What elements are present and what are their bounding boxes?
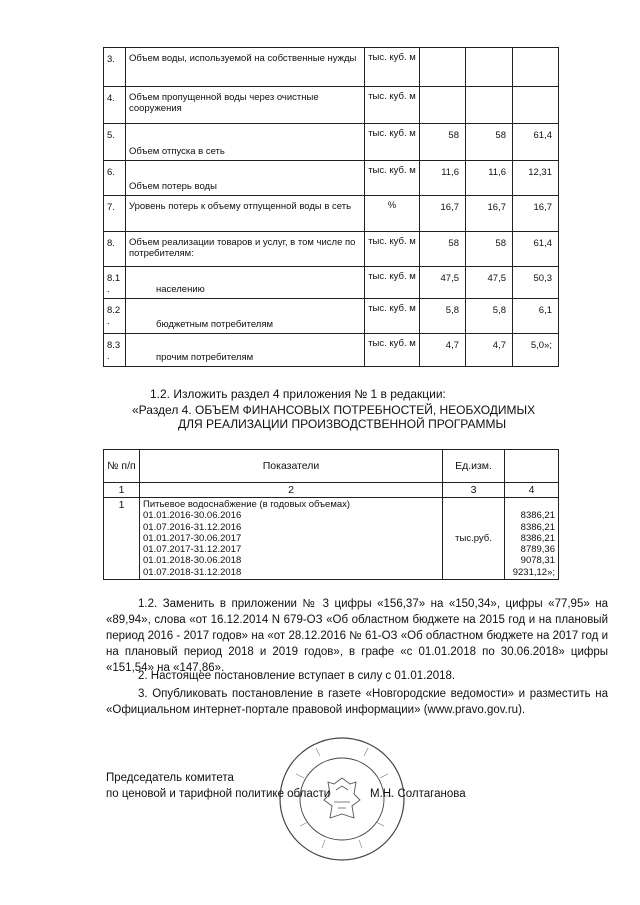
value-item: 8386,21 [520,532,555,544]
indicator-name: населению [126,267,365,299]
index-4: 4 [505,483,559,498]
table-row [104,87,559,124]
unit-of-measure: тыс. куб. м [365,124,420,161]
period-item: 01.07.2016-31.12.2016 [143,521,242,533]
value-period-1: 4,7 [420,334,466,367]
header-indicators: Показатели [140,450,443,483]
section-title-line2: ДЛЯ РЕАЛИЗАЦИИ ПРОИЗВОДСТВЕННОЙ ПРОГРАММЫ [178,417,507,431]
value-period-2: 58 [466,124,513,161]
period-list [143,510,439,578]
value-period-3: 50,3 [513,267,559,299]
table-row [104,48,559,87]
value-period-3: 6,1 [513,299,559,334]
unit-of-measure: тыс. куб. м [365,232,420,267]
period-item: 01.01.2018-30.06.2018 [143,555,242,567]
index-2: 2 [140,483,443,498]
table-row [104,299,559,334]
value-period-3 [513,87,559,124]
header-number: № п/п [104,450,140,483]
value-period-1 [420,87,466,124]
indicator-name: Объем потерь воды [126,161,365,196]
table-row [104,232,559,267]
value-period-2 [466,87,513,124]
value-item: 8789,36 [520,544,555,556]
value-period-1: 16,7 [420,196,466,232]
value-item: 9231,12»; [512,566,555,578]
row-number: 8.2 . [104,299,126,334]
value-period-3: 5,0»; [513,334,559,367]
value-period-3: 12,31 [513,161,559,196]
value-item: 8386,21 [520,510,555,522]
unit-of-measure: % [365,196,420,232]
signature-title-line2: по ценовой и тарифной политике области [106,788,331,800]
period-item: 01.01.2017-30.06.2017 [143,532,242,544]
indicator-name: Уровень потерь к объему отпущенной воды в сеть [126,196,365,232]
value-period-3: 61,4 [513,124,559,161]
value-item: 9078,31 [520,555,555,567]
section-title-line1: «Раздел 4. ОБЪЕМ ФИНАНСОВЫХ ПОТРЕБНОСТЕЙ, НЕОБХОДИМЫХ [132,403,536,417]
value-period-2: 47,5 [466,267,513,299]
value-period-1: 5,8 [420,299,466,334]
unit-of-measure: тыс. куб. м [365,299,420,334]
value-period-1 [420,48,466,87]
index-3: 3 [443,483,505,498]
signatory-name: М.Н. Солтаганова [370,788,466,800]
value-period-3 [513,48,559,87]
unit-of-measure: тыс. куб. м [365,87,420,124]
row-number: 5. [104,124,126,161]
row-unit: тыс.руб. [443,498,505,580]
value-period-1: 47,5 [420,267,466,299]
paragraph-replace-figures: 1.2. Заменить в приложении № 3 цифры «156,37» на «150,34», цифры «77,95» на «89,94», слова «от 16.12.2014 N 679-ОЗ «Об областном бюджете на 2015 год и на плановый период 2016 - 2017 годов» на «от 28.12.2016 № 61-ОЗ «Об областном бюджете на 2017 год и на плановый период 2018 и 2019 годов», в графе «с 01.01.2018 по 30.06.2018» цифры «151,54» на «147,86». [106,598,608,674]
financial-needs-table [103,449,559,580]
table-row [104,267,559,299]
indicators-table [103,47,559,367]
row-number: 7. [104,196,126,232]
row-title: Питьевое водоснабжение (в годовых объемах) [143,499,351,510]
value-item: 8386,21 [520,521,555,533]
indicator-name: прочим потребителям [126,334,365,367]
row-number: 8.3 . [104,334,126,367]
indicator-name: бюджетным потребителям [126,299,365,334]
indicator-name: Объем пропущенной воды через очистные сооружения [126,87,365,124]
period-item: 01.07.2018-31.12.2018 [143,566,242,578]
unit-of-measure: тыс. куб. м [365,161,420,196]
period-item: 01.07.2017-31.12.2017 [143,544,242,556]
unit-of-measure: тыс. куб. м [365,267,420,299]
unit-of-measure: тыс. куб. м [365,334,420,367]
paragraph-effective-date: 2. Настоящее постановление вступает в силу с 01.01.2018. [138,670,456,682]
row-number: 4. [104,87,126,124]
row-number: 8.1 . [104,267,126,299]
table-row [104,124,559,161]
row-number: 3. [104,48,126,87]
indicator-name: Объем отпуска в сеть [126,124,365,161]
table-row [104,161,559,196]
paragraph-publication: 3. Опубликовать постановление в газете «Новгородские ведомости» и разместить на «Официальном интернет-портале правовой информации» (www.pravo.gov.ru). [106,688,608,716]
row-number: 6. [104,161,126,196]
value-period-2: 4,7 [466,334,513,367]
signature-title-line1: Председатель комитета [106,772,234,784]
value-period-1: 58 [420,124,466,161]
unit-of-measure: тыс. куб. м [365,48,420,87]
value-period-2 [466,48,513,87]
index-1: 1 [104,483,140,498]
header-value [505,450,559,483]
period-item: 01.01.2016-30.06.2016 [143,510,242,522]
value-period-3: 61,4 [513,232,559,267]
indicator-name: Объем реализации товаров и услуг, в том числе по потребителям: [126,232,365,267]
value-period-1: 11,6 [420,161,466,196]
header-unit: Ед.изм. [443,450,505,483]
row-number: 8. [104,232,126,267]
indicator-name: Объем воды, используемой на собственные нужды [126,48,365,87]
value-period-3: 16,7 [513,196,559,232]
value-period-1: 58 [420,232,466,267]
table-row [104,334,559,367]
value-period-2: 5,8 [466,299,513,334]
value-period-2: 58 [466,232,513,267]
section-intro: 1.2. Изложить раздел 4 приложения № 1 в редакции: [150,387,446,401]
value-period-2: 16,7 [466,196,513,232]
table-row [104,196,559,232]
value-period-2: 11,6 [466,161,513,196]
row-number: 1 [104,498,140,580]
